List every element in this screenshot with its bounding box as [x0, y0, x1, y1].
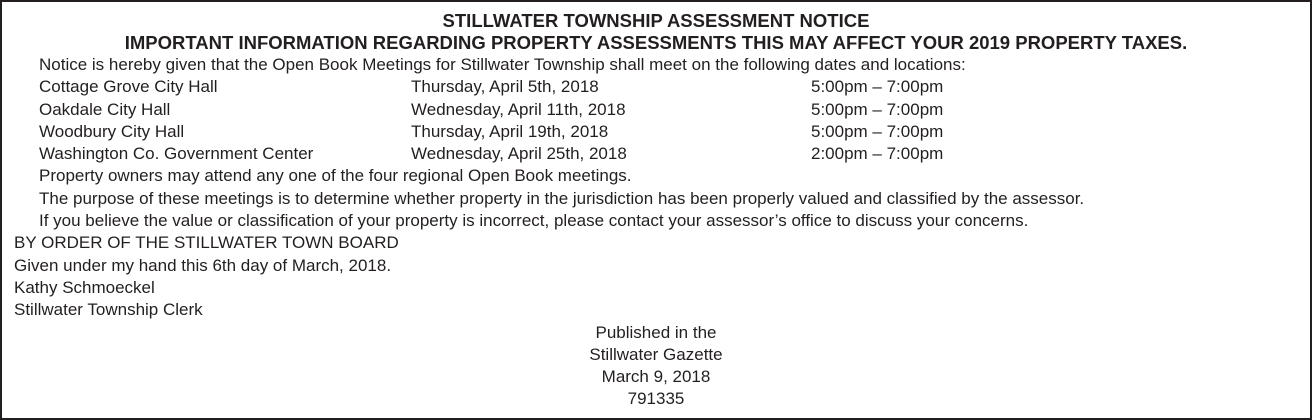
paragraph-attendance: Property owners may attend any one of the four regional Open Book meetings. [39, 166, 632, 186]
signer-role: Stillwater Township Clerk [14, 300, 203, 320]
notice-title: STILLWATER TOWNSHIP ASSESSMENT NOTICE [442, 10, 870, 31]
meeting-date: Thursday, April 19th, 2018 [411, 121, 609, 141]
order-line: BY ORDER OF THE STILLWATER TOWN BOARD [14, 233, 399, 253]
notice-subtitle: IMPORTANT INFORMATION REGARDING PROPERTY ASSESSMENTS THIS MAY AFFECT YOUR 2019 PROPERTY TAXES. [124, 32, 1188, 53]
meeting-date: Wednesday, April 25th, 2018 [411, 144, 627, 164]
publication-name: Stillwater Gazette [589, 344, 723, 364]
meeting-time: 5:00pm – 7:00pm [811, 77, 944, 97]
meeting-row [2, 121, 1310, 143]
intro-text: Notice is hereby given that the Open Book Meetings for Stillwater Township shall meet on the following dates and locations: [39, 55, 966, 74]
meeting-row [2, 99, 1310, 121]
meeting-row [2, 76, 1310, 98]
meeting-date: Thursday, April 5th, 2018 [411, 77, 599, 97]
meeting-row [2, 143, 1310, 165]
meeting-date: Wednesday, April 11th, 2018 [411, 99, 626, 119]
meeting-time: 5:00pm – 7:00pm [811, 99, 944, 119]
meeting-time: 5:00pm – 7:00pm [811, 121, 944, 141]
paragraph-purpose: The purpose of these meetings is to determine whether property in the jurisdiction has been properly valued and classified by the assessor. [39, 188, 1085, 208]
meeting-location: Cottage Grove City Hall [39, 77, 218, 97]
meeting-location: Washington Co. Government Center [39, 144, 314, 164]
meeting-location: Woodbury City Hall [39, 121, 185, 141]
given-line: Given under my hand this 6th day of March, 2018. [14, 255, 392, 275]
meeting-time: 2:00pm – 7:00pm [811, 144, 944, 164]
publication-id: 791335 [627, 389, 685, 409]
publication-date: March 9, 2018 [601, 367, 711, 387]
published-in-label: Published in the [595, 322, 717, 342]
meeting-location: Oakdale City Hall [39, 99, 171, 119]
signer-name: Kathy Schmoeckel [14, 277, 155, 297]
paragraph-contact: If you believe the value or classification of your property is incorrect, please contact your assessor’s office to discuss your concerns. [39, 211, 1029, 231]
